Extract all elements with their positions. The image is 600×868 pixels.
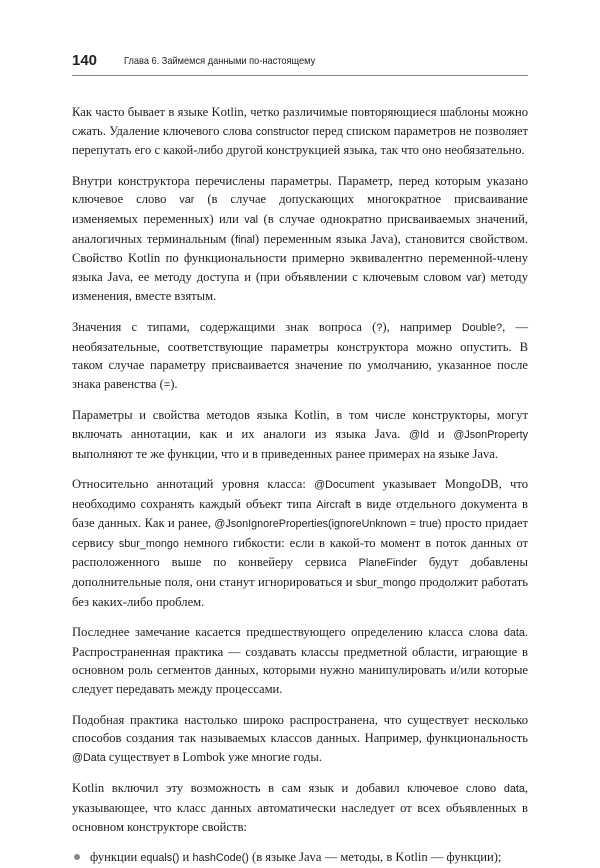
text-run: просто придает сервису [72, 516, 528, 550]
inline-code: final [235, 233, 255, 246]
paragraph [72, 475, 528, 611]
text-run: ). [170, 376, 178, 391]
paragraph [72, 623, 528, 698]
text-run: немного гибкости: если в какой-то момент в поток данных от расположенного выше по конвейеру сервиса [72, 535, 529, 570]
text-run: функции [90, 850, 141, 865]
inline-code: PlaneFinder [358, 557, 417, 570]
inline-code: var [179, 194, 195, 207]
page-number: 140 [72, 52, 98, 69]
text-run: (в языке Java — методы, в Kotlin — функции); [248, 850, 502, 865]
text-run: Kotlin включил эту возможность в сам язык и добавил ключевое слово [72, 781, 504, 796]
text-run: Последнее замечание касается предшествующего определению класса слова [72, 625, 504, 640]
body-text [72, 103, 528, 868]
text-run: продолжит работать без каких-либо проблем. [72, 575, 528, 609]
paragraph [72, 406, 528, 463]
paragraph [72, 318, 528, 394]
text-run: Внутри конструктора перечислены параметры. Параметр, перед которым указано ключевое слово [72, 173, 528, 207]
text-run: выполняют те же функции, что и в приведенных ранее примерах на языке Java. [72, 446, 498, 461]
text-run: Относительно аннотаций уровня класса: [72, 477, 315, 492]
inline-code: @Id [409, 428, 430, 441]
text-run: Параметры и свойства методов языка Kotlin, в том числе конструкторы, могут включать аннотации, как и их аналоги из языка Java. [72, 408, 528, 441]
text-run: (в случае однократно присваиваемых значений, аналогичных терминальным ( [72, 211, 528, 246]
inline-code: Aircraft [316, 498, 351, 511]
text-run: , указывающее, что класс данных автоматически наследует от всех объявленных в основном конструкторе свойств: [72, 781, 528, 834]
header-rule [72, 75, 528, 76]
text-run: существует в Lombok уже многие годы. [105, 749, 323, 764]
inline-code: @JsonIgnoreProperties(ignoreUnknown = true) [214, 518, 442, 531]
inline-code: val [244, 213, 259, 226]
inline-code: sbur_mongo [355, 577, 416, 590]
chapter-title: Глава 6. Займемся данными по-настоящему [124, 55, 316, 67]
inline-code: @JsonProperty [453, 428, 528, 441]
bullet-icon [74, 854, 80, 860]
inline-code: Double? [461, 321, 503, 334]
inline-code: = [163, 378, 171, 391]
text-run: ), например [382, 319, 462, 334]
text-run: ) переменным языка Java), становится свойством. Свойство Kotlin по функциональности примерно эквивалентно переменной-члену языка Java, ее методу доступа и (при объявлении с ключевым словом [72, 231, 528, 284]
text-run: Подобная практика настолько широко распространена, что существует несколько способов создания так называемых классов данных. Например, функциональность [72, 712, 528, 746]
inline-code: @Document [314, 479, 375, 492]
inline-code: ? [376, 321, 383, 334]
inline-code: hashCode() [192, 852, 249, 865]
text-run: и [429, 426, 454, 441]
paragraph [72, 103, 528, 160]
bullet-item [72, 848, 528, 868]
paragraph [72, 172, 528, 306]
page-header [72, 50, 528, 76]
inline-code: equals() [140, 852, 180, 865]
inline-code: data [503, 783, 525, 796]
inline-code: sbur_mongo [118, 537, 179, 550]
text-run: Как часто бывает в языке Kotlin, четко различимые повторяющиеся шаблоны можно сжать. Удаление ключевого слова [72, 105, 528, 138]
inline-code: var [466, 271, 482, 284]
text-run: . Распространенная практика — создавать классы предметной области, играющие в основном роль сегментов данных, которыми нужно манипулировать и/или которые следует передавать между процессами. [72, 625, 528, 697]
text-run: , — необязательные, соответствующие параметры конструктора можно опустить. В таком случае параметру присваивается значение по умолчанию, указанное после знака равенства ( [72, 319, 529, 391]
text-run: и [179, 850, 193, 865]
text-run: указывает MongoDB, что необходимо сохранять каждый объект типа [72, 477, 529, 511]
text-run: (в случае допускающих многократное присваивание изменяемых переменных) или [72, 192, 528, 226]
text-run: Значения с типами, содержащими знак вопроса ( [72, 319, 377, 334]
text-run: перед списком параметров не позволяет перепутать его с какой-либо другой конструкцией языка, так что оно необязательно. [72, 123, 528, 158]
text-run: будут добавлены дополнительные поля, они станут игнорироваться и [72, 555, 528, 590]
inline-code: @Data [72, 751, 106, 764]
inline-code: constructor [255, 125, 310, 138]
text-run: ) методу изменения, вместе взятым. [72, 269, 529, 304]
paragraph [72, 779, 528, 836]
inline-code: data [503, 627, 525, 640]
text-run: в виде отдельного документа в базе данных. Как и ранее, [72, 496, 528, 531]
paragraph [72, 711, 528, 768]
